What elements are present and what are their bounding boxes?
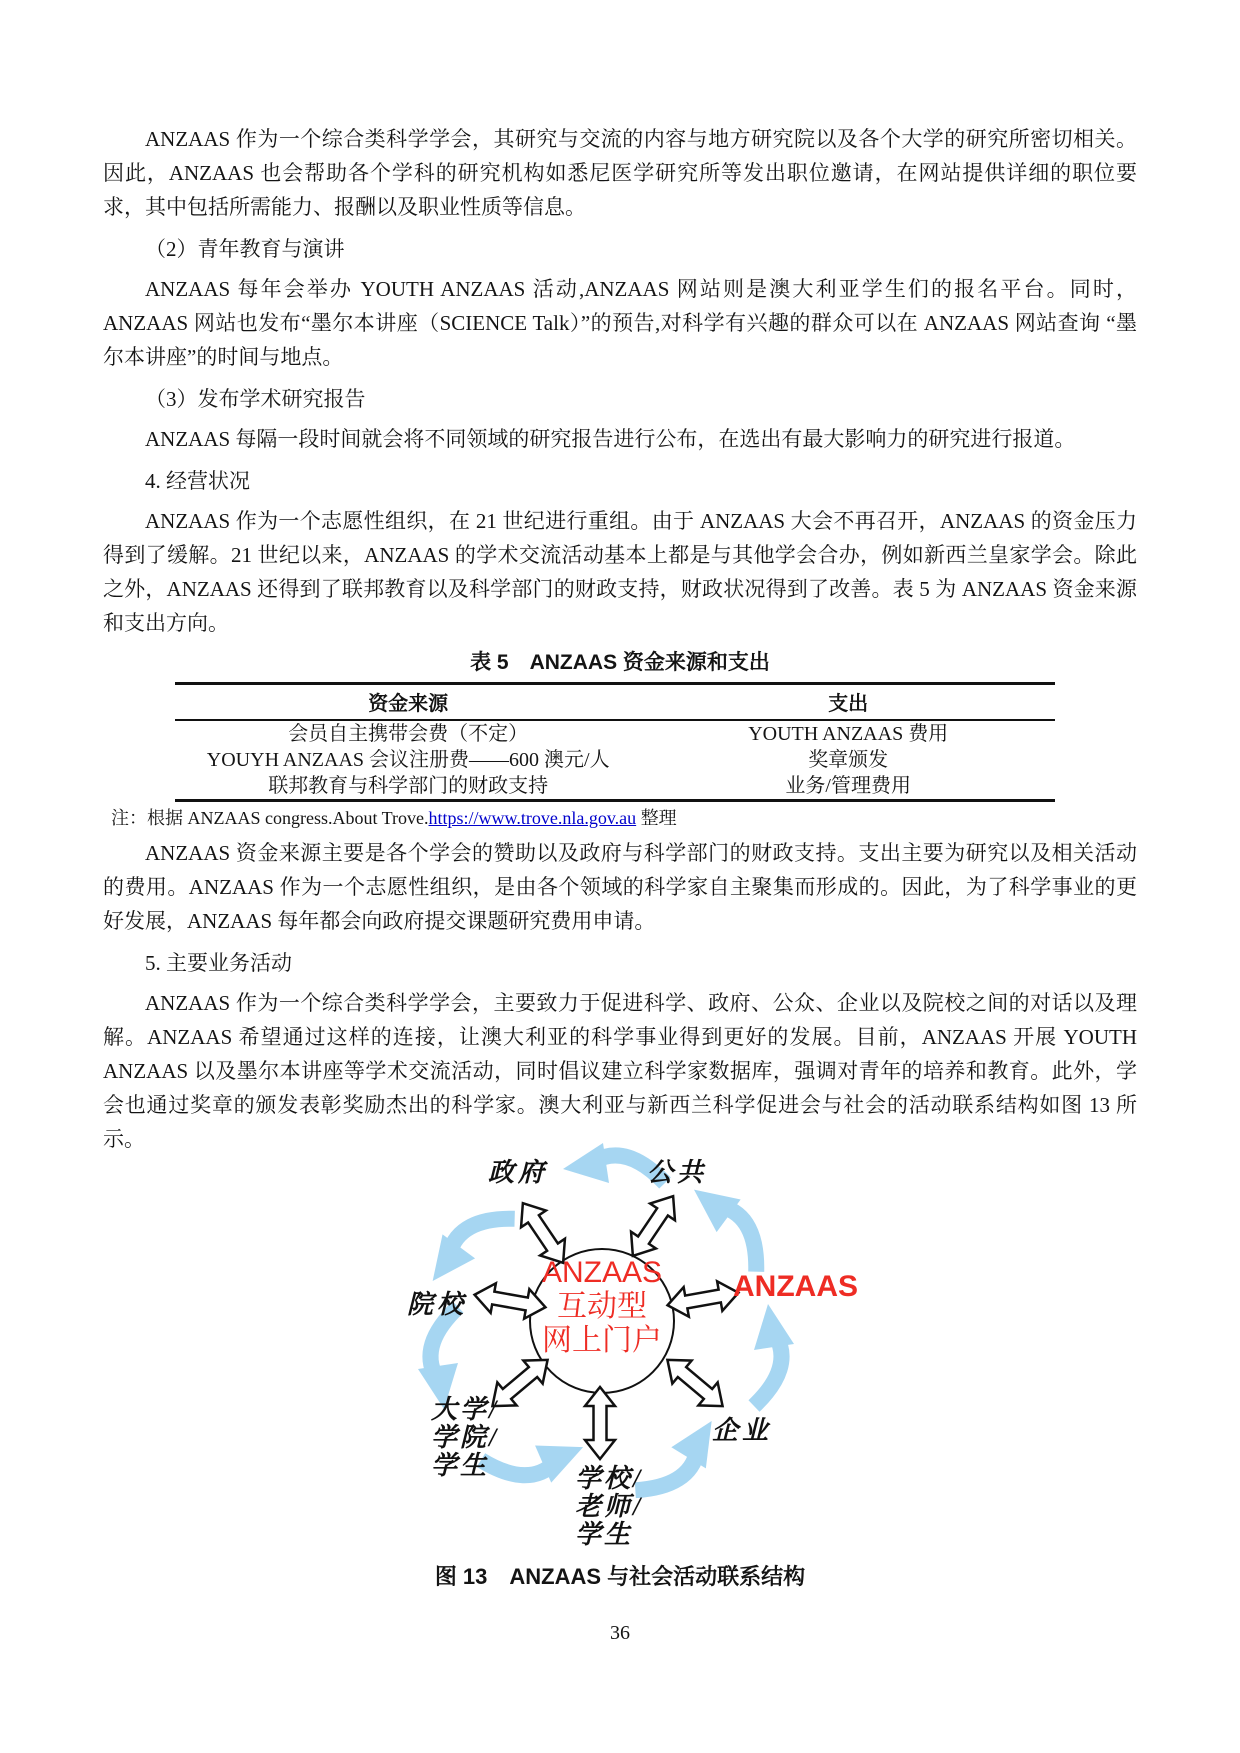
table-cell: YOUTH ANZAAS 费用 [748, 723, 949, 745]
cycle-arrow-left-icon [418, 1307, 458, 1409]
label-university-line-3: 学生 [431, 1451, 490, 1480]
label-government: 政府 [488, 1158, 549, 1187]
table-cell: YOUYH ANZAAS 会议注册费——600 澳元/人 [206, 749, 610, 771]
center-portal-label [524, 1256, 680, 1358]
center-line-3: 网上门户 [542, 1324, 662, 1357]
link-arrow-public-icon [620, 1188, 685, 1264]
section-heading-youth-education: （2）青年教育与演讲 [145, 237, 345, 261]
table-row [175, 747, 1055, 773]
section-heading-activities: 5. 主要业务活动 [145, 951, 292, 975]
paragraph-funding: ANZAAS 资金来源主要是各个学会的赞助以及政府与科学部门的财政支持。支出主要为研究以及相关活动的费用。ANZAAS 作为一个志愿性组织，是由各个领域的科学家自主聚集而形成的。因此，为了科学事业的更好发展，ANZAAS 每年都会向政府提交课题研究费用申请。 [103, 841, 1137, 933]
table-header-row [175, 684, 1055, 721]
paragraph-youth: ANZAAS 每年会举办 YOUTH ANZAAS 活动,ANZAAS 网站则是澳大利亚学生们的报名平台。同时，ANZAAS 网站也发布“墨尔本讲座（SCIENCE Talk）”的预告,对科学有兴趣的群众可以在 ANZAAS 网站查询 “墨尔本讲座”的时间与地点。 [103, 277, 1137, 369]
center-line-2: 互动型 [557, 1290, 647, 1323]
cycle-arrow-top-left-icon [414, 1191, 514, 1291]
label-university [431, 1396, 499, 1480]
label-university-line-2: 学院/ [431, 1423, 500, 1452]
cycle-arrow-right-icon [754, 1304, 794, 1406]
table-cell: 业务/管理费用 [785, 775, 911, 797]
page-number: 36 [610, 1622, 630, 1644]
paragraph-intro: ANZAAS 作为一个综合类科学学会，其研究与交流的内容与地方研究院以及各个大学的研究所密切相关。因此，ANZAAS 也会帮助各个学科的研究机构如悉尼医学研究所等发出职位邀请，在网站提供详细的职位要求，其中包括所需能力、报酬以及职业性质等信息。 [103, 127, 1137, 219]
figure-13 [385, 1138, 858, 1558]
table-cell: 奖章颁发 [808, 749, 889, 771]
table-row [175, 720, 1055, 747]
section-heading-reports: （3）发布学术研究报告 [145, 387, 366, 411]
trove-link[interactable]: https://www.trove.nla.gov.au [428, 808, 637, 828]
table-cell: 联邦教育与科学部门的财政支持 [268, 775, 549, 797]
label-school [575, 1465, 643, 1549]
table-row [175, 773, 1055, 801]
label-anzaas: ANZAAS [733, 1270, 858, 1303]
figure-caption: 图 13 ANZAAS 与社会活动联系结构 [434, 1564, 806, 1589]
label-school-line-2: 老师/ [575, 1492, 644, 1521]
table-title: 表 5 ANZAAS 资金来源和支出 [470, 651, 770, 674]
table-header-source: 资金来源 [175, 684, 641, 721]
label-college: 院校 [407, 1290, 468, 1319]
link-arrow-enterprise-icon [658, 1348, 732, 1417]
table-note [111, 806, 1137, 830]
table-header-expense: 支出 [641, 684, 1055, 721]
link-arrow-school-icon [585, 1387, 615, 1459]
label-public: 公共 [647, 1158, 708, 1187]
paragraph-activities: ANZAAS 作为一个综合类科学学会，主要致力于促进科学、政府、公众、企业以及院校之间的对话以及理解。ANZAAS 希望通过这样的连接，让澳大利亚的科学事业得到更好的发展。目前，ANZAAS 开展 YOUTH ANZAAS 以及墨尔本讲座等学术交流活动，同时倡议建立科学家数据库，强调对青年的培养和教育。此外，学会也通过奖章的颁发表彰奖励杰出的科学家。澳大利亚与新西兰科学促进会与社会的活动联系结构如图 13 所示。 [103, 991, 1137, 1151]
table-cell: 会员自主携带会费（不定） [288, 723, 529, 745]
label-school-line-3: 学生 [575, 1520, 634, 1549]
paragraph-reports: ANZAAS 每隔一段时间就会将不同领域的研究报告进行公布，在选出有最大影响力的研究进行报道。 [145, 427, 1076, 451]
label-university-line-1: 大学/ [431, 1395, 500, 1424]
table-note-prefix: 注：根据 ANZAAS congress.About Trove. [111, 808, 429, 828]
center-line-1: ANZAAS [541, 1256, 663, 1289]
funding-table [175, 682, 1055, 802]
label-school-line-1: 学校/ [575, 1464, 644, 1493]
paragraph-operations: ANZAAS 作为一个志愿性组织，在 21 世纪进行重组。由于 ANZAAS 大会不再召开，ANZAAS 的资金压力得到了缓解。21 世纪以来，ANZAAS 的学术交流活动基本上都是与其他学会合办，例如新西兰皇家学会。除此之外，ANZAAS 还得到了联邦教育以及科学部门的财政支持，财政状况得到了改善。表 5 为 ANZAAS 资金来源和支出方向。 [103, 509, 1137, 635]
body-text [103, 122, 1137, 1156]
label-enterprise: 企业 [712, 1416, 773, 1445]
table-note-suffix: 整理 [636, 808, 677, 828]
section-heading-operations: 4. 经营状况 [145, 469, 250, 493]
